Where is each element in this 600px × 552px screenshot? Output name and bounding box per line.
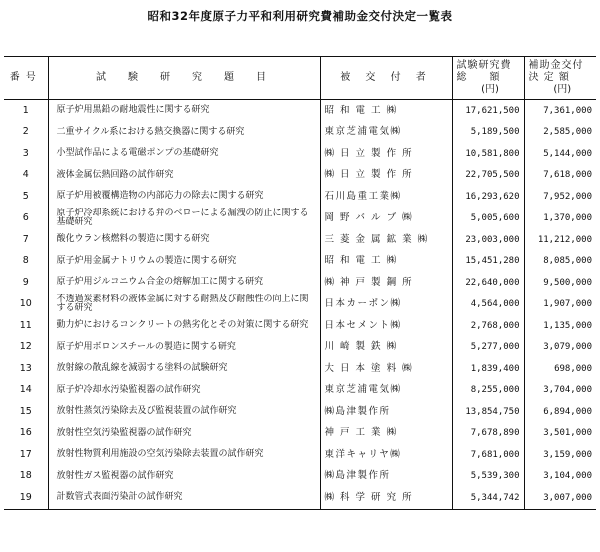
row-requested: 23,003,000 bbox=[452, 229, 524, 251]
row-number: 10 bbox=[4, 294, 48, 316]
row-decided: 11,212,000 bbox=[537, 234, 592, 245]
row-requested: 22,640,000 bbox=[452, 272, 524, 294]
row-requested: 7,681,000 bbox=[452, 444, 524, 466]
table-row bbox=[4, 337, 596, 359]
row-decided: 3,104,000 bbox=[543, 471, 592, 482]
header-recipient: 被 交 付 者 bbox=[320, 57, 452, 100]
table-row bbox=[4, 380, 596, 402]
table-row bbox=[4, 466, 596, 488]
row-recipient: ㈱島津製作所 bbox=[320, 466, 452, 488]
table-row bbox=[4, 229, 596, 251]
row-number: 19 bbox=[4, 487, 48, 509]
row-number: 12 bbox=[4, 337, 48, 359]
row-number: 4 bbox=[4, 165, 48, 187]
row-recipient: 石川島重工業㈱ bbox=[320, 186, 452, 208]
table-row bbox=[4, 165, 596, 187]
row-recipient: 昭 和 電 工 ㈱ bbox=[320, 100, 452, 122]
header-requested-unit: (円) bbox=[481, 84, 499, 95]
row-title: 原子炉用ボロンスチールの製造に関する研究 bbox=[48, 337, 320, 359]
row-decided: 7,952,000 bbox=[543, 191, 592, 202]
table-row bbox=[4, 358, 596, 380]
table-row bbox=[4, 315, 596, 337]
row-decided: 3,079,000 bbox=[543, 342, 592, 353]
row-requested: 5,277,000 bbox=[452, 337, 524, 359]
row-number: 5 bbox=[4, 186, 48, 208]
header-decided-unit: (円) bbox=[553, 84, 572, 95]
row-recipient: ㈱ 日 立 製 作 所 bbox=[320, 143, 452, 165]
row-decided: 3,007,000 bbox=[524, 487, 596, 509]
row-decided: 1,135,000 bbox=[543, 320, 592, 331]
row-title: 放射性蒸気汚染除去及び監視装置の試作研究 bbox=[48, 401, 320, 423]
table-row bbox=[4, 251, 596, 273]
row-title: 原子炉冷却系統における弁のベローによる漏洩の防止に関する基礎研究 bbox=[48, 208, 320, 230]
header-number: 番号 bbox=[4, 57, 48, 100]
row-title: 放射性物質利用施設の空気汚染除去装置の試作研究 bbox=[48, 444, 320, 466]
row-requested: 15,451,280 bbox=[452, 251, 524, 273]
table-row bbox=[4, 487, 596, 509]
table-row bbox=[4, 444, 596, 466]
row-title: 二重サイクル系における熱交換器に関する研究 bbox=[48, 122, 320, 144]
row-recipient: 昭 和 電 工 ㈱ bbox=[320, 251, 452, 273]
row-decided: 1,370,000 bbox=[543, 213, 592, 224]
table-row bbox=[4, 294, 596, 316]
row-number: 9 bbox=[4, 272, 48, 294]
row-number: 13 bbox=[4, 358, 48, 380]
row-number: 3 bbox=[4, 143, 48, 165]
header-title: 試 験 研 究 題 目 bbox=[48, 57, 320, 100]
row-number: 1 bbox=[4, 100, 48, 122]
row-recipient: 日本カーボン㈱ bbox=[320, 294, 452, 316]
row-recipient: ㈱ 科 学 研 究 所 bbox=[320, 487, 452, 509]
table-row bbox=[4, 186, 596, 208]
row-recipient: ㈱ 神 戸 製 鋼 所 bbox=[320, 272, 452, 294]
row-recipient: 大 日 本 塗 料 ㈱ bbox=[320, 358, 452, 380]
row-recipient: 東京芝浦電気㈱ bbox=[320, 380, 452, 402]
row-number: 7 bbox=[4, 229, 48, 251]
row-number: 17 bbox=[4, 444, 48, 466]
row-recipient: 東京芝浦電気㈱ bbox=[320, 122, 452, 144]
row-decided: 3,704,000 bbox=[543, 385, 592, 396]
row-requested: 7,678,890 bbox=[452, 423, 524, 445]
row-recipient: ㈱島津製作所 bbox=[320, 401, 452, 423]
row-requested: 13,854,750 bbox=[452, 401, 524, 423]
row-title: 不透過炭素材料の液体金属に対する耐熱及び耐蝕性の向上に関する研究 bbox=[48, 294, 320, 316]
table-row bbox=[4, 143, 596, 165]
row-requested: 5,189,500 bbox=[452, 122, 524, 144]
row-number: 8 bbox=[4, 251, 48, 273]
row-title: 原子炉用黒鉛の耐地震性に関する研究 bbox=[48, 100, 320, 122]
row-requested: 5,005,600 bbox=[452, 208, 524, 230]
grant-table bbox=[4, 56, 596, 510]
row-recipient: 日本セメント㈱ bbox=[320, 315, 452, 337]
row-requested: 2,768,000 bbox=[452, 315, 524, 337]
table-row bbox=[4, 100, 596, 122]
row-number: 16 bbox=[4, 423, 48, 445]
row-title: 原子炉用被覆構造物の内部応力の除去に関する研究 bbox=[48, 186, 320, 208]
row-decided: 9,500,000 bbox=[543, 277, 592, 288]
row-title: 放射性ガス監視器の試作研究 bbox=[48, 466, 320, 488]
row-number: 6 bbox=[4, 208, 48, 230]
row-requested: 16,293,620 bbox=[452, 186, 524, 208]
row-decided: 3,501,000 bbox=[543, 428, 592, 439]
row-recipient: ㈱ 日 立 製 作 所 bbox=[320, 165, 452, 187]
row-requested: 1,839,400 bbox=[452, 358, 524, 380]
row-title: 放射線の散乱線を減弱する塗料の試験研究 bbox=[48, 358, 320, 380]
row-title: 小型試作品による電磁ポンプの基礎研究 bbox=[48, 143, 320, 165]
table-row bbox=[4, 401, 596, 423]
row-requested: 10,581,800 bbox=[452, 143, 524, 165]
row-decided: 2,585,000 bbox=[543, 127, 592, 138]
row-requested: 17,621,500 bbox=[452, 100, 524, 122]
row-requested: 4,564,000 bbox=[452, 294, 524, 316]
header-decided-line2: 決 定 額 bbox=[528, 72, 570, 83]
row-decided: 1,907,000 bbox=[543, 299, 592, 310]
header-requested-line2: 総 額 bbox=[456, 72, 501, 83]
table-row bbox=[4, 272, 596, 294]
header-requested-line1: 試験研究費 bbox=[456, 60, 512, 71]
row-decided: 6,894,000 bbox=[543, 406, 592, 417]
row-title: 動力炉におけるコンクリートの熱劣化とその対策に関する研究 bbox=[48, 315, 320, 337]
row-number: 11 bbox=[4, 315, 48, 337]
row-title: 原子炉用ジルコニウム合金の熔解加工に関する研究 bbox=[48, 272, 320, 294]
row-title: 液体金属伝熱回路の試作研究 bbox=[48, 165, 320, 187]
row-decided: 5,144,000 bbox=[543, 148, 592, 159]
row-recipient: 岡 野 バ ル ブ ㈱ bbox=[320, 208, 452, 230]
header-decided bbox=[524, 57, 596, 100]
row-recipient: 川 崎 製 鉄 ㈱ bbox=[320, 337, 452, 359]
row-requested: 22,705,500 bbox=[452, 165, 524, 187]
row-decided: 698,000 bbox=[554, 363, 592, 374]
row-requested: 5,539,300 bbox=[452, 466, 524, 488]
table-row bbox=[4, 208, 596, 230]
row-title: 計数管式表面汚染計の試作研究 bbox=[48, 487, 320, 509]
row-decided: 8,085,000 bbox=[543, 256, 592, 267]
row-decided: 7,361,000 bbox=[543, 105, 592, 116]
table-row bbox=[4, 122, 596, 144]
row-number: 18 bbox=[4, 466, 48, 488]
row-number: 2 bbox=[4, 122, 48, 144]
header-row bbox=[4, 57, 596, 100]
row-requested: 8,255,000 bbox=[452, 380, 524, 402]
row-decided: 3,159,000 bbox=[543, 449, 592, 460]
row-recipient: 神 戸 工 業 ㈱ bbox=[320, 423, 452, 445]
table-row bbox=[4, 423, 596, 445]
row-number: 15 bbox=[4, 401, 48, 423]
row-decided: 7,618,000 bbox=[543, 170, 592, 181]
row-title: 放射性空気汚染監視器の試作研究 bbox=[48, 423, 320, 445]
header-decided-line1: 補助金交付 bbox=[528, 60, 584, 71]
row-number: 14 bbox=[4, 380, 48, 402]
row-recipient: 三 菱 金 属 鉱 業 ㈱ bbox=[320, 229, 452, 251]
table-body bbox=[4, 100, 596, 510]
row-requested: 5,344,742 bbox=[452, 487, 524, 509]
row-recipient: 東洋キャリヤ㈱ bbox=[320, 444, 452, 466]
document-title: 昭和32年度原子力平和利用研究費補助金交付決定一覧表 bbox=[147, 9, 453, 23]
row-title: 原子炉用金属ナトリウムの製造に関する研究 bbox=[48, 251, 320, 273]
header-requested bbox=[452, 57, 524, 100]
row-title: 酸化ウラン核燃料の製造に関する研究 bbox=[48, 229, 320, 251]
row-title: 原子炉冷却水汚染監視器の試作研究 bbox=[48, 380, 320, 402]
